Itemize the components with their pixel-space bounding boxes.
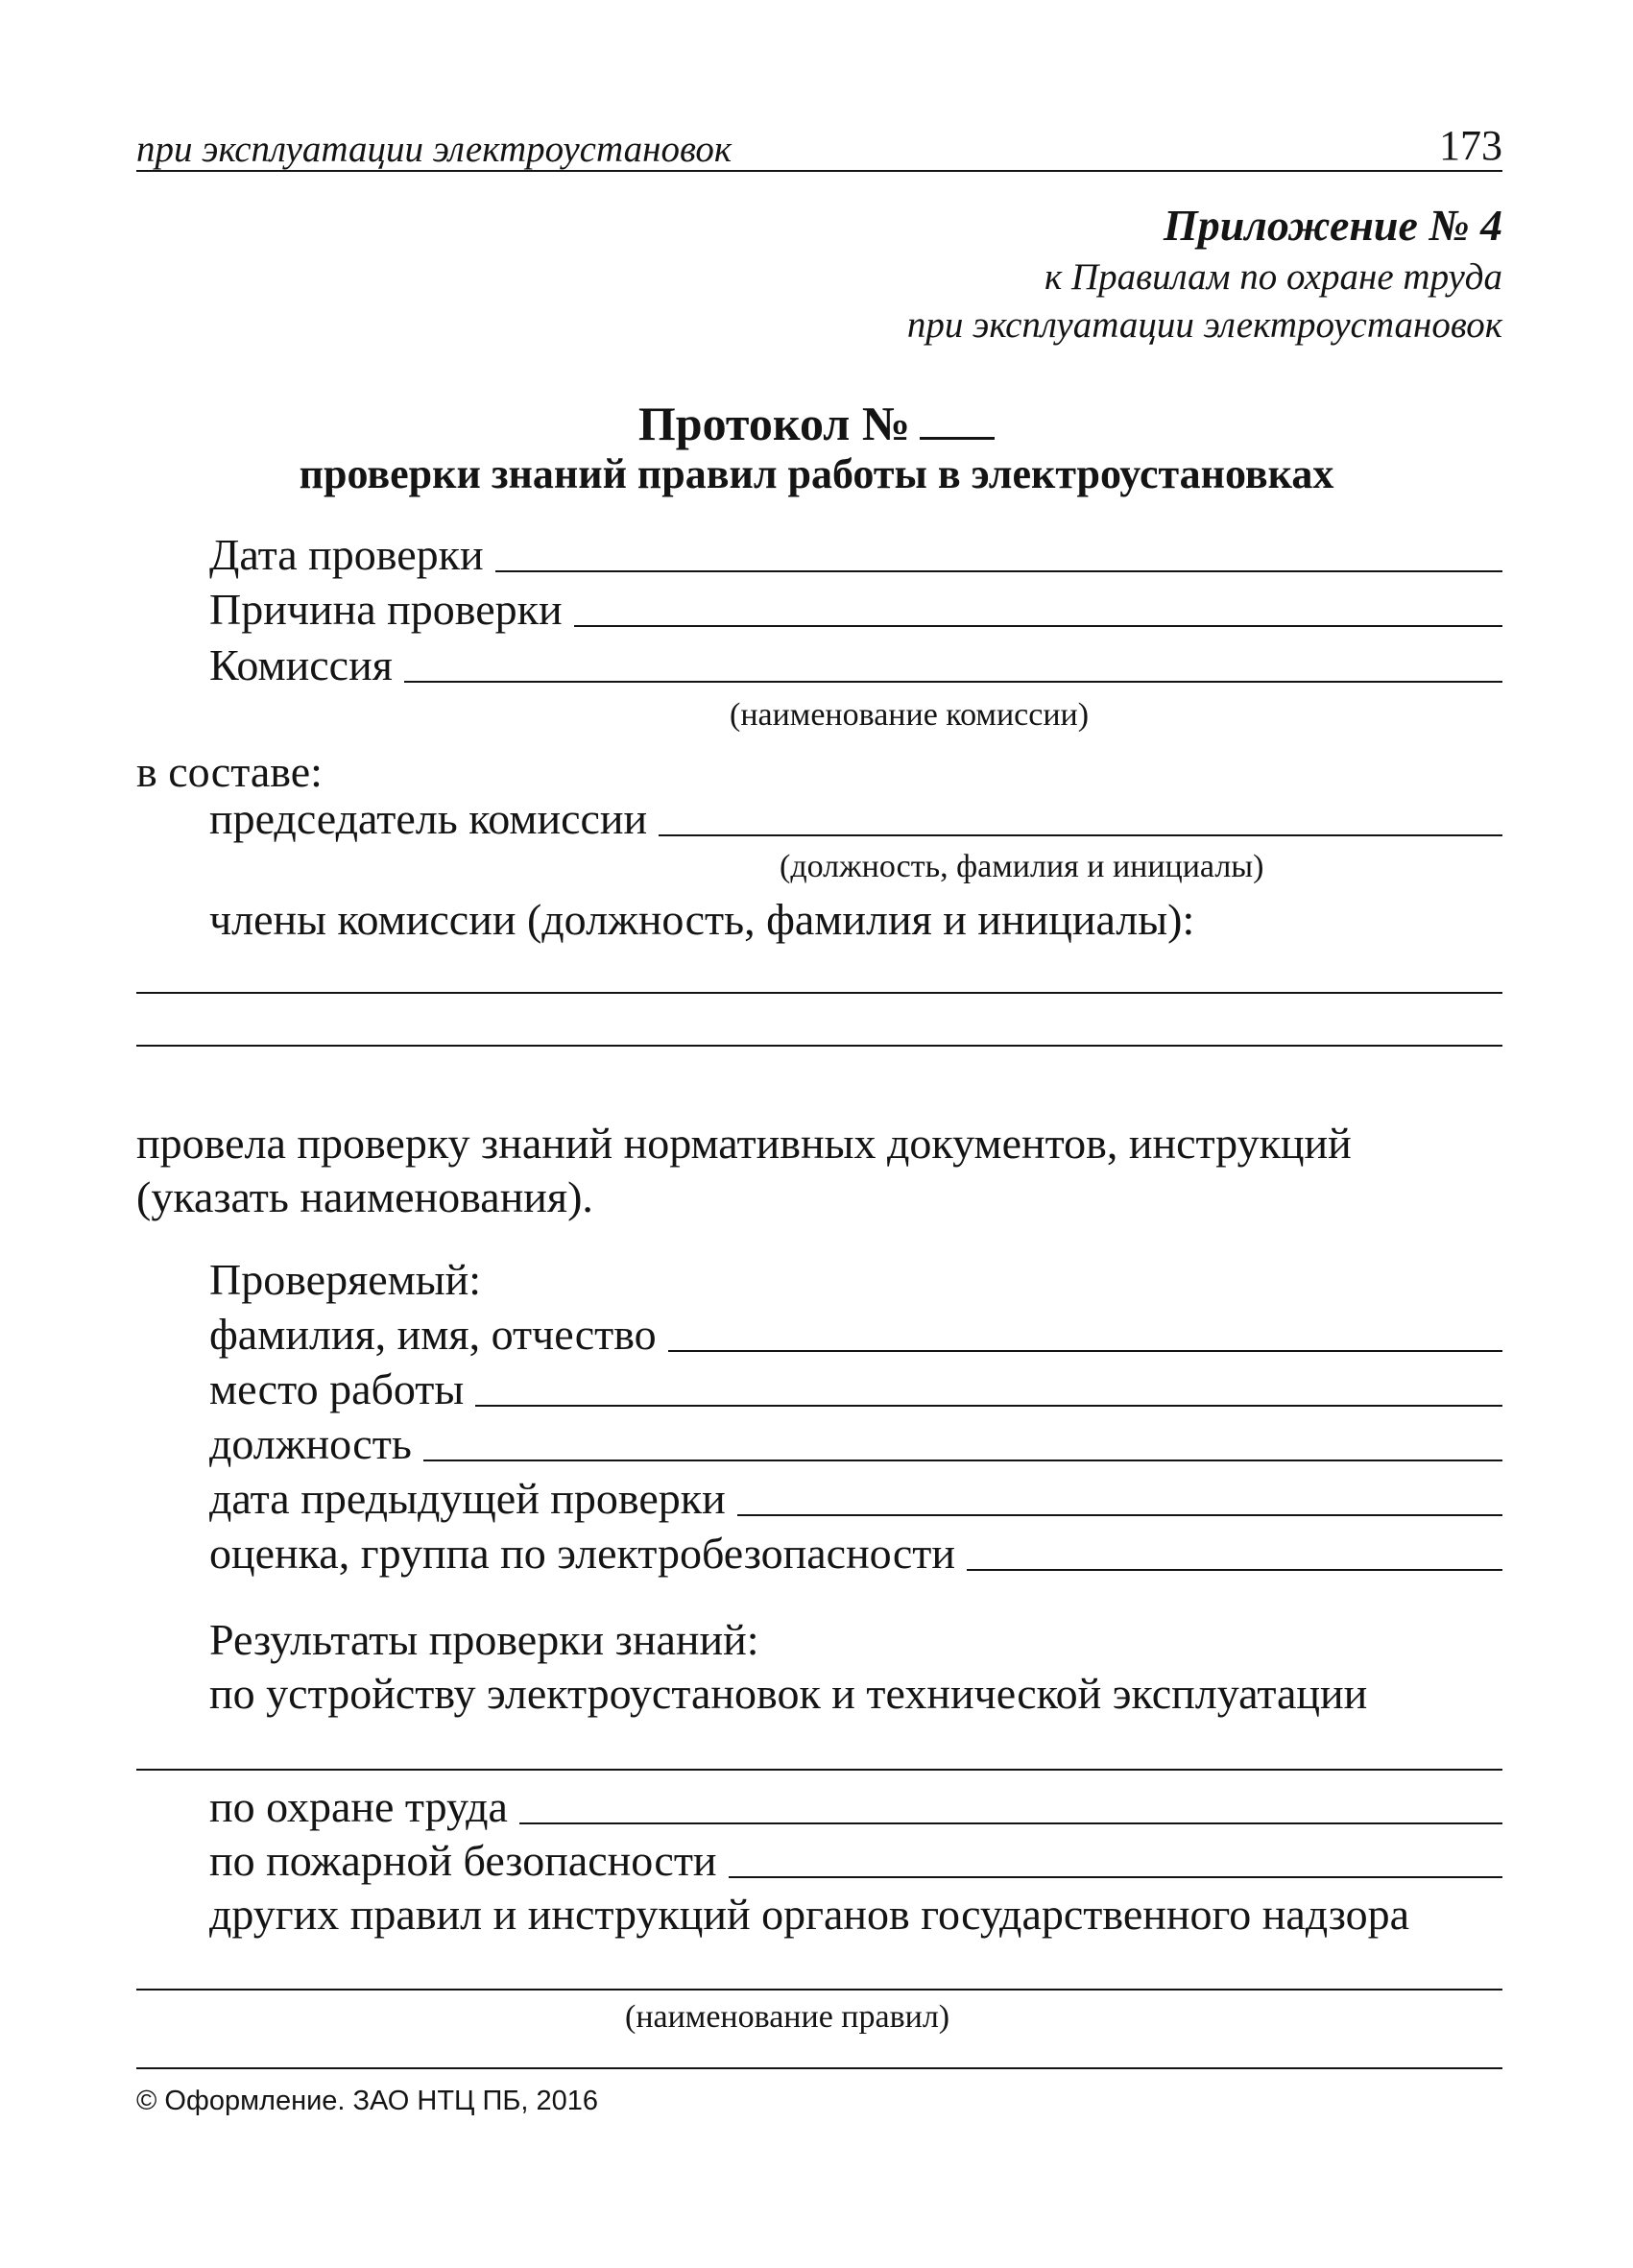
fire-safety-field[interactable]: [729, 1874, 1502, 1878]
body-line-1: провела проверку знаний нормативных документов, инструкций: [136, 1119, 1352, 1168]
protocol-subtitle: проверки знаний правил работы в электроустановках: [299, 450, 1334, 497]
date-row: [209, 530, 1502, 580]
other-rules-field[interactable]: [136, 1989, 1502, 1991]
reason-row: [209, 585, 1502, 635]
commission-caption: (наименование комиссии): [730, 697, 1090, 733]
examinee-heading: Проверяемый:: [209, 1255, 482, 1304]
labor-protection-field[interactable]: [519, 1821, 1502, 1824]
running-header-title: при эксплуатации электроустановок: [136, 129, 732, 170]
date-field[interactable]: [495, 568, 1502, 572]
date-label: Дата проверки: [209, 530, 484, 579]
prev-date-row: [209, 1474, 1502, 1524]
chairman-field[interactable]: [659, 832, 1502, 836]
body-line-2: (указать наименования).: [136, 1172, 593, 1221]
reason-field[interactable]: [574, 623, 1502, 627]
page-number: 173: [1439, 122, 1502, 169]
protocol-number-field[interactable]: [920, 404, 995, 440]
members-label: члены комиссии (должность, фамилия и инициалы):: [209, 895, 1195, 944]
labor-protection-label: по охране труда: [209, 1782, 508, 1831]
rules-caption: (наименование правил): [625, 1999, 950, 2035]
commission-row: [209, 640, 1502, 690]
position-row: [209, 1419, 1502, 1469]
chairman-label: председатель комиссии: [209, 794, 648, 843]
full-name-label: фамилия, имя, отчество: [209, 1310, 657, 1359]
results-heading: Результаты проверки знаний:: [209, 1615, 759, 1664]
fire-safety-row: [209, 1836, 1502, 1886]
protocol-title-text: Протокол №: [637, 397, 911, 450]
device-operation-label: по устройству электроустановок и технической эксплуатации: [209, 1669, 1368, 1718]
appendix-title: Приложение № 4: [1163, 201, 1502, 250]
members-line-2[interactable]: [136, 1045, 1502, 1047]
labor-protection-row: [209, 1782, 1502, 1832]
position-field[interactable]: [423, 1458, 1502, 1461]
full-name-row: [209, 1310, 1502, 1360]
grade-group-label: оценка, группа по электробезопасности: [209, 1529, 955, 1578]
chairman-caption: (должность, фамилия и инициалы): [780, 849, 1264, 884]
other-rules-label: других правил и инструкций органов государственного надзора: [209, 1890, 1410, 1939]
appendix-reference-line-2: при эксплуатации электроустановок: [906, 304, 1502, 346]
full-name-field[interactable]: [668, 1348, 1502, 1352]
members-line-1[interactable]: [136, 992, 1502, 994]
protocol-title: [0, 396, 1633, 451]
reason-label: Причина проверки: [209, 585, 563, 634]
header-rule: [136, 170, 1502, 172]
prev-date-field[interactable]: [737, 1512, 1502, 1516]
workplace-row: [209, 1364, 1502, 1414]
chairman-row: [209, 794, 1502, 844]
composition-label: в составе:: [136, 747, 323, 796]
fire-safety-label: по пожарной безопасности: [209, 1836, 717, 1885]
commission-field[interactable]: [404, 679, 1502, 683]
workplace-label: место работы: [209, 1364, 465, 1413]
copyright-footer: © Оформление. ЗАО НТЦ ПБ, 2016: [136, 2086, 599, 2116]
position-label: должность: [209, 1419, 412, 1468]
footer-rule: [136, 2067, 1502, 2069]
workplace-field[interactable]: [475, 1403, 1502, 1407]
device-operation-field[interactable]: [136, 1769, 1502, 1771]
commission-label: Комиссия: [209, 640, 393, 689]
grade-group-row: [209, 1529, 1502, 1579]
prev-date-label: дата предыдущей проверки: [209, 1474, 726, 1523]
appendix-reference-line-1: к Правилам по охране труда: [1045, 256, 1502, 298]
grade-group-field[interactable]: [967, 1567, 1502, 1571]
